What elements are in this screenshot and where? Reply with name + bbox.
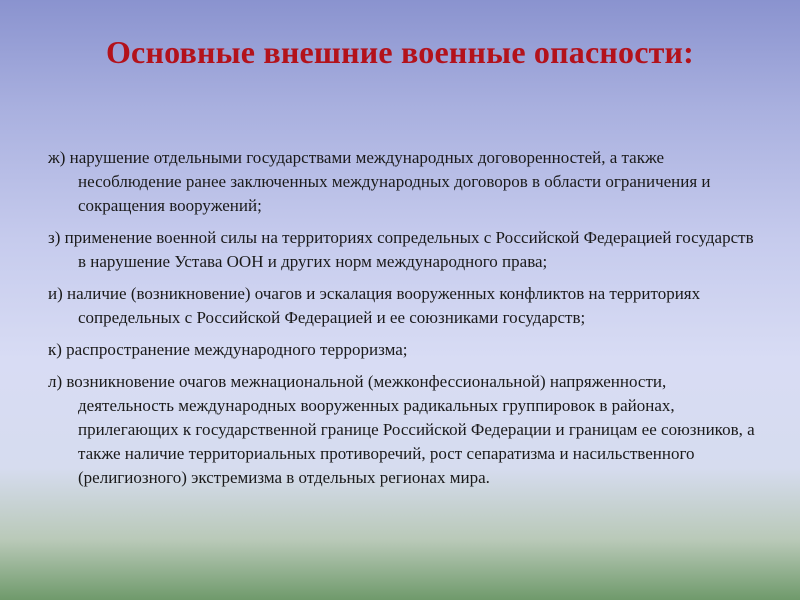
slide-body bbox=[48, 146, 760, 498]
list-item-zh: ж) нарушение отдельными государствами международных договоренностей, а также несоблюдение ранее заключенных международных договоров в области ограничения и сокращения вооружений; bbox=[48, 148, 711, 215]
list-item-z: з) применение военной силы на территориях сопредельных с Российской Федерацией государств в нарушение Устава ООН и других норм международного права; bbox=[48, 228, 754, 271]
list-item-l: л) возникновение очагов межнациональной (межконфессиональной) напряженности, деятельность международных вооруженных радикальных группировок в районах, прилегающих к государственной границе Российской Федерации и границам ее союзников, а также наличие территориальных противоречий, рост сепаратизма и насильственного (религиозного) экстремизма в отдельных регионах мира. bbox=[48, 372, 755, 487]
list-item-k: к) распространение международного терроризма; bbox=[48, 340, 408, 359]
slide-title: Основные внешние военные опасности: bbox=[105, 34, 695, 70]
list-item-i: и) наличие (возникновение) очагов и эскалация вооруженных конфликтов на территориях сопредельных с Российской Федерацией и ее союзниками государств; bbox=[48, 284, 701, 327]
